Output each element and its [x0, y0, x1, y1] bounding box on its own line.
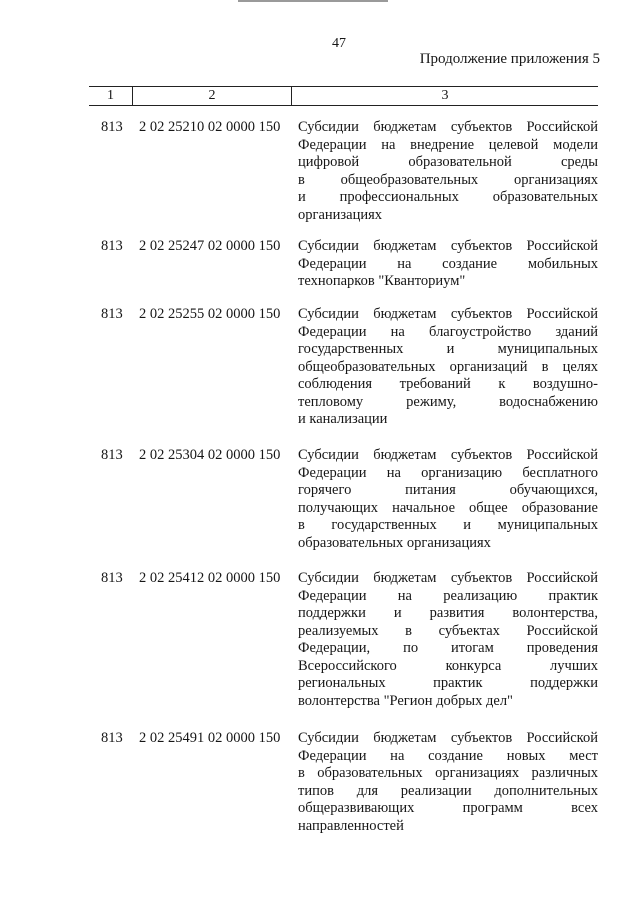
description — [298, 447, 598, 552]
scan-edge-line — [238, 0, 388, 2]
admin-code: 813 — [101, 447, 123, 463]
description-line: цифровой образовательной среды — [298, 154, 598, 170]
description-line: горячего питания обучающихся, — [298, 482, 598, 498]
description-line: Субсидии бюджетам субъектов Российской — [298, 447, 598, 463]
description-line: Федерации на создание новых мест — [298, 747, 598, 764]
description-line: волонтерства "Регион добрых дел" — [298, 692, 513, 709]
header-col-3: 3 — [441, 88, 449, 103]
description-line: и профессиональных образовательных — [298, 189, 598, 205]
description-line: общеразвивающих программ всех — [298, 800, 598, 816]
budget-code: 2 02 25304 02 0000 150 — [139, 447, 281, 463]
description — [298, 730, 598, 835]
description-line: Субсидии бюджетам субъектов Российской — [298, 570, 598, 586]
description-line: Субсидии бюджетам субъектов Российской — [298, 238, 598, 254]
description-line: организациях — [298, 206, 383, 223]
description-line: в образовательных организациях различных — [298, 765, 598, 781]
description-line: технопарков "Кванториум" — [298, 273, 466, 289]
description-line: Федерации, по итогам проведения — [298, 640, 598, 656]
description-line: тепловому режиму, водоснабжению — [298, 393, 598, 410]
description-line: государственных и муниципальных — [298, 341, 598, 357]
description-line: направленностей — [298, 817, 404, 834]
description-line: Субсидии бюджетам субъектов Российской — [298, 306, 598, 322]
description-line: Субсидии бюджетам субъектов Российской — [298, 730, 598, 746]
continuation-heading: Продолжение приложения 5 — [419, 51, 600, 67]
budget-code: 2 02 25255 02 0000 150 — [139, 306, 281, 322]
admin-code: 813 — [101, 570, 123, 586]
page-number: 47 — [332, 36, 346, 51]
budget-code: 2 02 25412 02 0000 150 — [139, 570, 281, 586]
description-line: Федерации на организацию бесплатного — [298, 464, 598, 481]
table-header — [89, 86, 598, 106]
description-line: Федерации на создание мобильных — [298, 255, 598, 272]
description-line: в общеобразовательных организациях — [298, 171, 598, 188]
description-line: и канализации — [298, 411, 388, 427]
description-line: получающих начальное общее образование — [298, 499, 598, 516]
header-col-1: 1 — [107, 88, 114, 103]
description-line: образовательных организациях — [298, 534, 491, 551]
description-line: региональных практик поддержки — [298, 675, 598, 691]
description-line: Федерации на внедрение целевой модели — [298, 136, 598, 153]
description-line: реализуемых в субъектах Российской — [298, 622, 598, 639]
description-line: в государственных и муниципальных — [298, 517, 598, 533]
description-line: Федерации на реализацию практик — [298, 587, 598, 604]
budget-code: 2 02 25210 02 0000 150 — [139, 119, 281, 135]
header-col-2: 2 — [208, 88, 216, 103]
budget-code: 2 02 25247 02 0000 150 — [139, 238, 281, 254]
description-line: типов для реализации дополнительных — [298, 782, 598, 799]
admin-code: 813 — [101, 238, 123, 254]
budget-code: 2 02 25491 02 0000 150 — [139, 730, 281, 746]
admin-code: 813 — [101, 730, 123, 746]
description — [298, 570, 598, 710]
description — [298, 306, 598, 429]
description-line: Федерации на благоустройство зданий — [298, 323, 598, 340]
description-line: Всероссийского конкурса лучших — [298, 657, 598, 674]
description — [298, 119, 598, 224]
admin-code: 813 — [101, 306, 123, 322]
description-line: общеобразовательных организаций в целях — [298, 358, 598, 375]
description-line: соблюдения требований к воздушно- — [298, 376, 598, 392]
description — [298, 238, 598, 291]
description-line: Субсидии бюджетам субъектов Российской — [298, 119, 598, 135]
description-line: поддержки и развития волонтерства, — [298, 605, 598, 621]
admin-code: 813 — [101, 119, 123, 135]
